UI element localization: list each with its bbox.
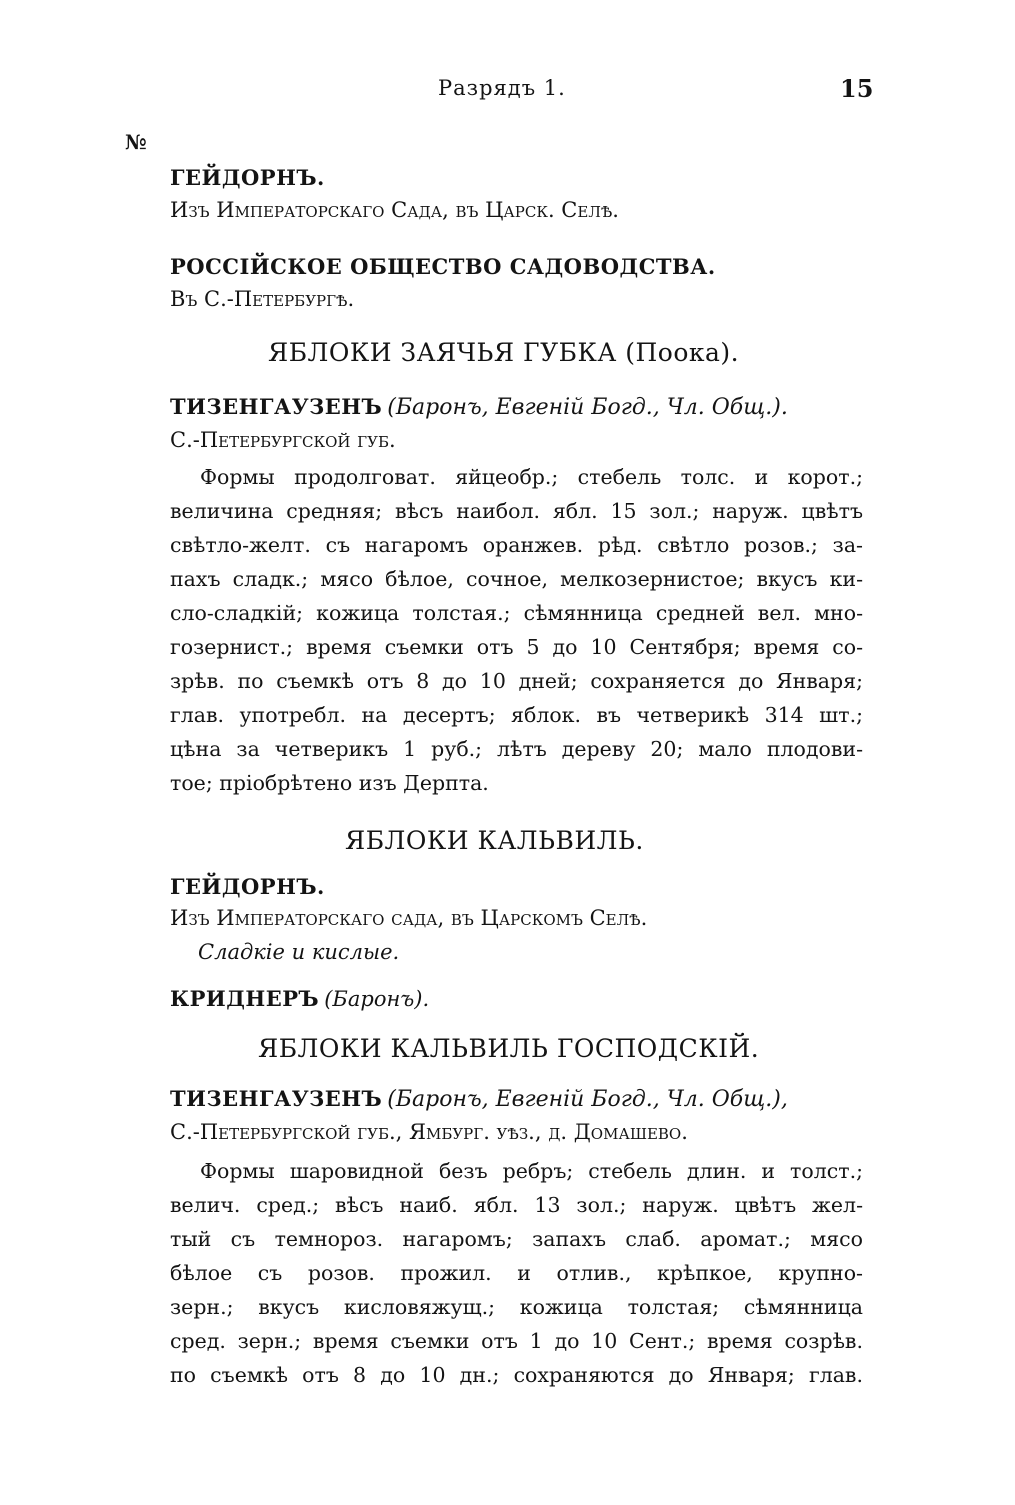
description-line: сло-сладкій; кожица толстая.; сѣмянница средней вел. мно-	[170, 601, 863, 625]
entry-heydorn-name: ГЕЙДОРНЪ.	[170, 165, 325, 190]
description-line: пахъ сладк.; мясо бѣлое, сочное, мелкозернистое; вкусъ ки-	[170, 567, 863, 591]
description-line: зрѣв. по съемкѣ отъ 8 до 10 дней; сохраняется до Января;	[170, 669, 863, 693]
exhibitor-place: С.-Петербургской губ., Ямбург. уѣз., д. Домашево.	[170, 1120, 688, 1144]
exhibitor-detail: (Баронъ).	[324, 987, 430, 1011]
description-line: цѣна за четверикъ 1 руб.; лѣтъ дереву 20; мало плодови-	[170, 737, 863, 761]
exhibitor-name: ТИЗЕНГАУЗЕНЪ	[170, 1086, 383, 1111]
description-line: зерн.; вкусъ кисловяжущ.; кожица толстая; сѣмянница	[170, 1295, 863, 1319]
section-title-zayachya-gubka: ЯБЛОКИ ЗАЯЧЬЯ ГУБКА (Поока).	[268, 338, 740, 367]
description-line: бѣлое съ розов. прожил. и отлив., крѣпкое, крупно-	[170, 1261, 863, 1285]
description-line: гозернист.; время съемки отъ 5 до 10 Сентября; время со-	[170, 635, 863, 659]
exhibitor-name: ТИЗЕНГАУЗЕНЪ	[170, 394, 383, 419]
exhibitor-name: КРИДНЕРЪ	[170, 986, 320, 1011]
description-line: свѣтло-желт. съ нагаромъ оранжев. рѣд. свѣтло розов.; за-	[170, 533, 863, 557]
entry-society-place: Въ С.-Петербургѣ.	[170, 287, 355, 311]
page-number: 15	[840, 74, 874, 103]
section-title-kalvil: ЯБЛОКИ КАЛЬВИЛЬ.	[345, 826, 644, 855]
section-title-kalvil-gospodskiy: ЯБЛОКИ КАЛЬВИЛЬ ГОСПОДСКІЙ.	[258, 1034, 760, 1063]
exhibitor-heydorn-place: Изъ Императорскаго сада, въ Царскомъ Селѣ.	[170, 906, 648, 930]
running-head: Разрядъ 1.	[438, 76, 566, 100]
description-kalvil-gospodskiy	[170, 1154, 863, 1392]
description-line: Формы продолговат. яйцеобр.; стебель толс. и корот.;	[200, 465, 863, 489]
exhibitor-detail: (Баронъ, Евгеній Богд., Чл. Общ.),	[387, 1087, 788, 1112]
number-mark: №	[125, 130, 147, 154]
exhibitor-tiesenhausen-line	[170, 394, 788, 420]
description-line: тый съ темнороз. нагаромъ; запахъ слаб. аромат.; мясо	[170, 1227, 863, 1251]
description-line: сред. зерн.; время съемки отъ 1 до 10 Сент.; время созрѣв.	[170, 1329, 863, 1353]
exhibitor-detail: (Баронъ, Евгеній Богд., Чл. Общ.).	[387, 395, 788, 420]
exhibitor-kridener-line	[170, 986, 429, 1011]
description-line: тое; пріобрѣтено изъ Дерпта.	[170, 771, 489, 795]
description-line: Формы шаровидной безъ ребръ; стебель длин. и толст.;	[200, 1159, 863, 1183]
description-line: по съемкѣ отъ 8 до 10 дн.; сохраняются до Января; глав.	[170, 1363, 863, 1387]
description-zayachya-gubka	[170, 460, 863, 800]
entry-society-name: РОССІЙСКОЕ ОБЩЕСТВО САДОВОДСТВА.	[170, 254, 716, 279]
exhibitor-heydorn-note: Сладкіе и кислые.	[198, 940, 400, 964]
exhibitor-place: С.-Петербургской губ.	[170, 428, 396, 452]
exhibitor-heydorn-name: ГЕЙДОРНЪ.	[170, 874, 325, 899]
description-line: велич. сред.; вѣсъ наиб. ябл. 13 зол.; наруж. цвѣтъ жел-	[170, 1193, 863, 1217]
entry-heydorn-place: Изъ Императорскаго Сада, въ Царск. Селѣ.	[170, 198, 619, 222]
description-line: величина средняя; вѣсъ наибол. ябл. 15 зол.; наруж. цвѣтъ	[170, 499, 863, 523]
description-line: глав. употребл. на десертъ; яблок. въ четверикѣ 314 шт.;	[170, 703, 863, 727]
exhibitor-tiesenhausen2-line	[170, 1086, 788, 1112]
